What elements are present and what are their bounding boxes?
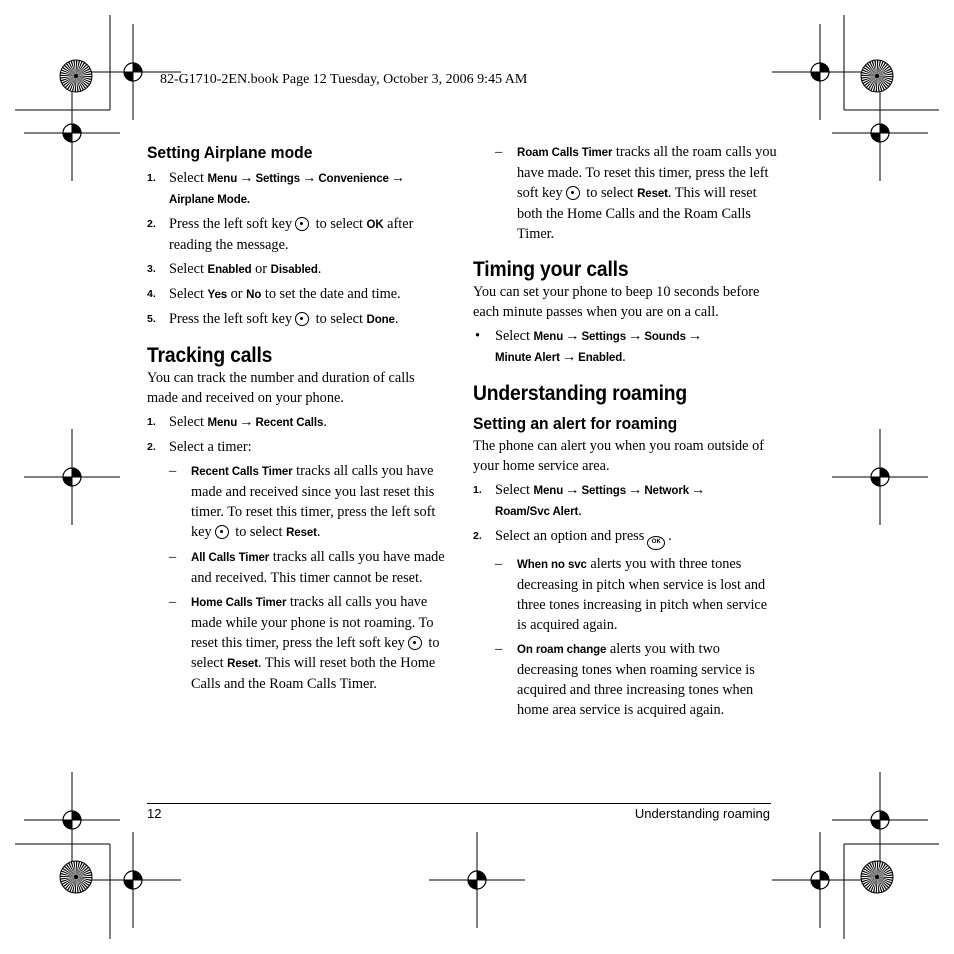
heading-setting-alert-for-roaming: Setting an alert for roaming — [473, 414, 678, 433]
heading-timing-your-calls: Timing your calls — [473, 258, 629, 281]
left-soft-key-icon — [215, 525, 229, 539]
left-soft-key-icon — [295, 312, 309, 326]
when-no-svc-item: – When no svc alerts you with three tones decreasing in pitch when service is lost and three tones increasing in pitch when service is acquired again. — [495, 556, 768, 633]
left-soft-key-icon — [566, 186, 580, 200]
tracking-step-1: 1. Select Menu → Recent Calls. — [147, 414, 327, 430]
left-soft-key-icon — [295, 217, 309, 231]
roaming-step-2: 2. Select an option and press OK . — [473, 526, 778, 550]
airplane-step-1: 1. Select Menu → Settings → Convenience → Airplane Mode. — [147, 170, 406, 206]
heading-understanding-roaming: Understanding roaming — [473, 382, 688, 405]
roaming-step-1: 1. Select Menu → Settings → Network → Roam/Svc Alert. — [473, 482, 706, 519]
recent-calls-timer-item: – Recent Calls Timer tracks all calls you have made and received since you last reset this timer. To reset this timer, press the left soft key to select Reset. — [169, 463, 436, 540]
starburst-center — [875, 74, 879, 78]
timing-bullet: • Select Menu → Settings → Sounds → Minute Alert → Enabled. — [475, 328, 703, 365]
ok-key-icon: OK — [647, 536, 665, 550]
footer-page-number: 12 — [147, 806, 162, 821]
starburst-center — [875, 875, 879, 879]
heading-setting-airplane-mode: Setting Airplane mode — [147, 143, 313, 162]
home-calls-timer-item: – Home Calls Timer tracks all calls you have made while your phone is not roaming. To reset this timer, press the left soft key to select Reset. This will reset both the Home Calls and the Roam Calls Timer. — [169, 594, 440, 692]
on-roam-change-item: – On roam change alerts you with two decreasing tones when roaming service is acquired and three increasing tones when home area service is acquired again. — [495, 641, 755, 718]
heading-tracking-calls: Tracking calls — [147, 344, 273, 367]
airplane-step-2: 2. Press the left soft key to select OK after reading the message. — [147, 216, 414, 253]
footer-section-title: Understanding roaming — [634, 806, 770, 821]
left-soft-key-icon — [408, 636, 422, 650]
left-column — [147, 140, 447, 694]
airplane-step-4: 4. Select Yes or No to set the date and time. — [147, 286, 401, 302]
tracking-step-2: 2. Select a timer: — [147, 439, 252, 455]
starburst-center — [74, 875, 78, 879]
airplane-step-5: 5. Press the left soft key to select Done. — [147, 311, 399, 327]
starburst-center — [74, 74, 78, 78]
all-calls-timer-item: – All Calls Timer tracks all calls you have made and received. This timer cannot be reset. — [169, 549, 445, 586]
tracking-intro: You can track the number and duration of calls made and received on your phone. — [147, 370, 415, 406]
airplane-step-3: 3. Select Enabled or Disabled. — [147, 261, 322, 277]
roam-calls-timer-item: – Roam Calls Timer tracks all the roam calls you have made. To reset this timer, press the left soft key to select Reset. This will reset both the Home Calls and the Roam Calls Timer. — [495, 144, 777, 242]
roaming-intro: The phone can alert you when you roam outside of your home service area. — [473, 438, 765, 474]
footer-rule — [147, 803, 771, 804]
right-column — [473, 140, 778, 720]
print-header-line: 82-G1710-2EN.book Page 12 Tuesday, October 3, 2006 9:45 AM — [160, 72, 528, 87]
timing-intro: You can set your phone to beep 10 seconds before each minute passes when you are on a call. — [473, 284, 760, 320]
